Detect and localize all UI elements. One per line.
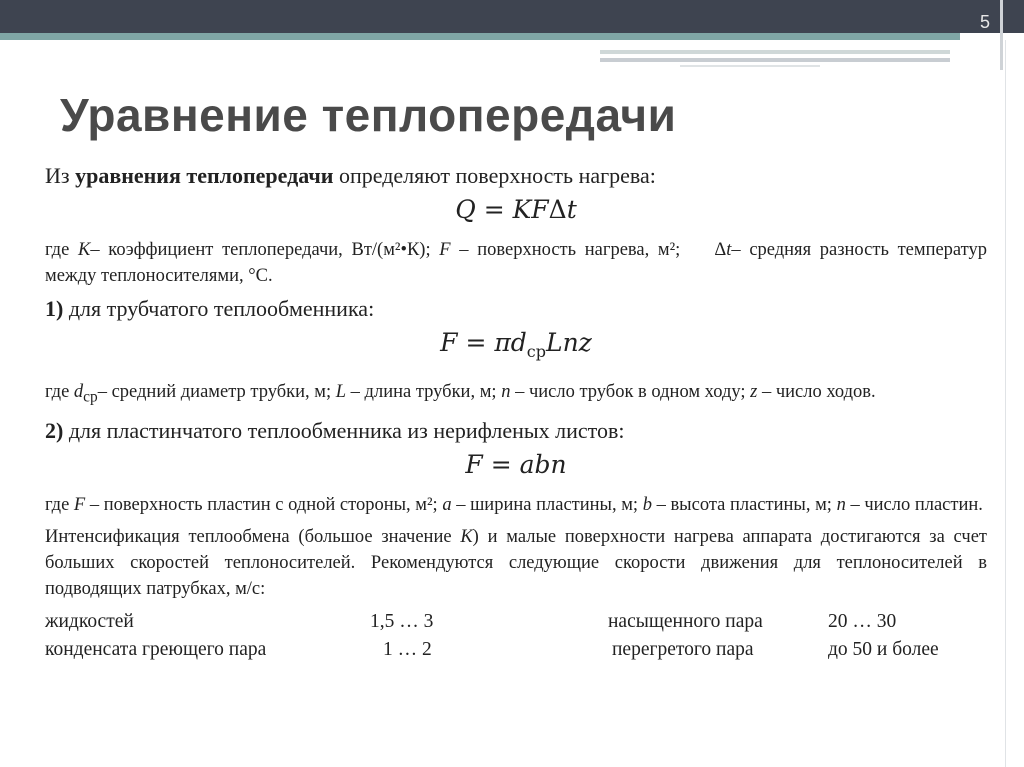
formula-var: KF: [512, 195, 549, 224]
formula-var: Q: [455, 195, 476, 224]
formula-var: F: [465, 449, 483, 479]
text: – ширина пластины, м;: [451, 494, 643, 515]
case-2-heading: [45, 417, 987, 444]
text: где: [45, 240, 78, 260]
var: n: [836, 494, 846, 515]
speed-label: конденсата греющего пара: [45, 638, 267, 660]
intro-suffix: определяют поверхность нагрева:: [333, 163, 656, 188]
slide-title: Уравнение теплопередачи: [60, 89, 677, 141]
formula-var: Lnz: [545, 328, 592, 357]
case-text: для трубчатого теплообменника:: [63, 296, 375, 321]
formula-subscript: ср: [526, 342, 546, 361]
intro-bold: уравнения теплопередачи: [75, 163, 334, 188]
speed-label: насыщенного пара: [608, 610, 763, 632]
case-text: для пластинчатого теплообменника из нерифленых листов:: [63, 417, 625, 443]
text: – средняя разность температур между теплоносителями, °С.: [45, 240, 988, 286]
subscript: ср: [83, 388, 98, 406]
formula-op: =: [457, 328, 495, 357]
formula-var: t: [566, 195, 577, 224]
case-number: 1): [45, 296, 64, 321]
decor-line-teal: [0, 33, 960, 40]
var: b: [642, 494, 652, 515]
decor-line: [680, 65, 820, 67]
speed-label: перегретого пара: [612, 638, 754, 660]
formula-heat-transfer: [45, 193, 987, 227]
var: F: [439, 240, 451, 260]
text: – длина трубки, м;: [346, 382, 502, 402]
var: z: [750, 382, 758, 402]
formula-var: πd: [494, 328, 527, 357]
intro-prefix: Из: [45, 163, 76, 188]
decor-line: [600, 50, 950, 54]
text: ) и малые поверхности нагрева аппарата достигаются за счет больших скоростей теплоносителей. Рекомендуются следующие скорости движения для теплоносителей в подводящих патрубках, м/с:: [45, 526, 988, 599]
text: – поверхность пластин с одной стороны, м²;: [85, 494, 443, 515]
var: K: [77, 240, 91, 260]
intro-text: [45, 162, 987, 189]
var: a: [442, 494, 452, 515]
text: где: [45, 382, 74, 402]
speed-row: [45, 608, 987, 636]
formula-plate: [45, 448, 987, 482]
formula-delta: Δ: [548, 195, 567, 224]
case-number: 2): [45, 417, 64, 443]
text: – коэффициент теплопередачи, Вт/(м²•К);: [90, 240, 440, 260]
slide-content: [45, 162, 987, 664]
var: K: [460, 526, 473, 547]
formula-var: F: [440, 328, 458, 357]
definition-2: [45, 379, 987, 411]
formula-op: =: [482, 449, 520, 479]
text: – средний диаметр трубки, м;: [97, 382, 336, 402]
text: где: [45, 494, 74, 515]
top-bar: [0, 0, 1024, 33]
var: t: [726, 240, 732, 260]
text: – высота пластины, м;: [651, 494, 837, 515]
text: – поверхность нагрева, м²;: [450, 240, 681, 260]
formula-tube: [45, 326, 987, 369]
intensification-text: [45, 524, 987, 602]
var: d: [73, 382, 84, 402]
slide-number: 5: [979, 12, 990, 32]
var: L: [335, 382, 347, 402]
delta: Δ: [714, 240, 727, 260]
decor-line: [600, 58, 950, 62]
var: F: [73, 494, 86, 515]
definition-1: [45, 237, 987, 289]
definition-3: [45, 492, 987, 518]
decor-frame: [1005, 40, 1006, 767]
speed-value: 1,5 … 3: [370, 610, 434, 632]
speed-row: [45, 636, 987, 664]
speed-value: 20 … 30: [828, 610, 897, 632]
text: – число трубок в одном ходу;: [510, 382, 751, 402]
speed-value: до 50 и более: [828, 638, 939, 660]
case-1-heading: [45, 295, 987, 322]
var: n: [501, 382, 511, 402]
decor-frame: [1000, 0, 1003, 70]
text: Интенсификация теплообмена (большое значение: [45, 526, 461, 547]
text: – число ходов.: [757, 382, 876, 402]
speed-value: 1 … 2: [383, 638, 432, 660]
formula-op: =: [475, 195, 513, 224]
formula-var: abn: [519, 449, 567, 479]
speed-label: жидкостей: [45, 610, 134, 632]
text: – число пластин.: [845, 494, 983, 515]
